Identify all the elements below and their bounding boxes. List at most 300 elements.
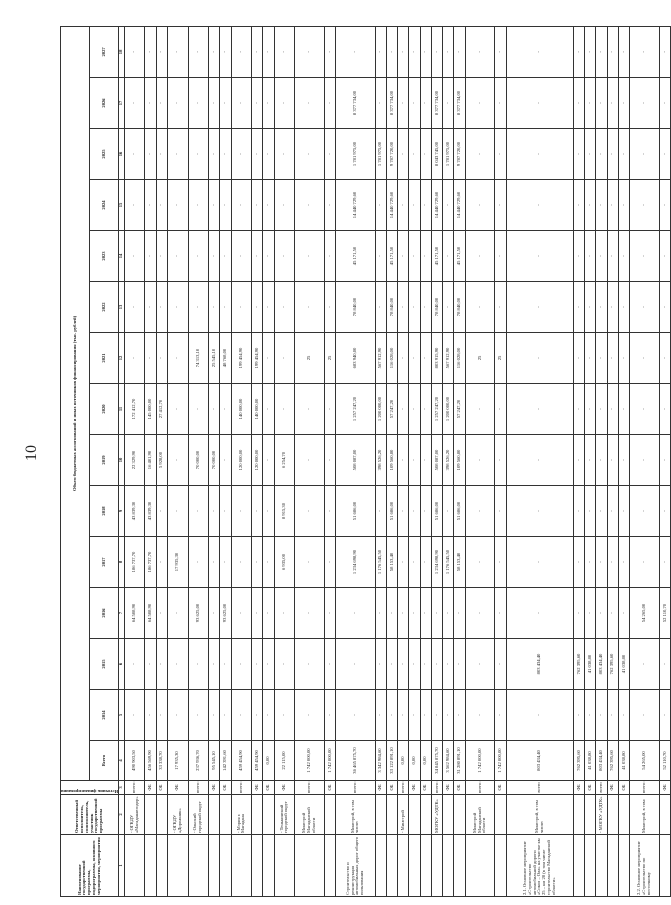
- cell-value: -: [209, 26, 220, 77]
- cell-value: -: [124, 129, 145, 180]
- header-column-number: 12: [119, 333, 125, 384]
- cell-value: -: [274, 282, 295, 333]
- cell-value: 8 043 745,00: [431, 129, 442, 180]
- cell-value: 64 508,90: [124, 588, 145, 639]
- cell-value: -: [465, 486, 495, 537]
- cell-value: -: [145, 333, 156, 384]
- cell-value: -: [145, 26, 156, 77]
- header-year: 2020: [90, 384, 119, 435]
- cell-value: -: [630, 282, 660, 333]
- cell-value: 1 234 698,90: [431, 537, 442, 588]
- cell-name: [618, 835, 629, 897]
- header-year: 2018: [90, 486, 119, 537]
- cell-name: [252, 835, 263, 897]
- cell-responsible: Минстрой Магаданской области: [295, 795, 325, 835]
- cell-value: -: [231, 180, 252, 231]
- cell-value: -: [573, 690, 584, 741]
- cell-value: -: [443, 282, 454, 333]
- cell-value: 17 935,30: [167, 537, 188, 588]
- cell-value: 1 176 545,50: [443, 537, 454, 588]
- cell-value: -: [607, 690, 618, 741]
- cell-value: 41 038,80: [618, 639, 629, 690]
- cell-value: -: [209, 588, 220, 639]
- cell-value: -: [431, 588, 442, 639]
- cell-value: -: [252, 78, 263, 129]
- cell-value: 6 935,00: [274, 537, 295, 588]
- cell-value: 803 434,40: [506, 639, 573, 690]
- cell-value: -: [252, 282, 263, 333]
- cell-value: 51 686,00: [336, 486, 375, 537]
- header-year: 2025: [90, 129, 119, 180]
- table-row: [596, 26, 607, 896]
- cell-source: ФБ: [209, 781, 220, 795]
- header-year: 2023: [90, 231, 119, 282]
- cell-value: -: [375, 690, 386, 741]
- header-year: 2027: [90, 26, 119, 77]
- cell-value: -: [220, 26, 231, 77]
- table-row: [295, 26, 325, 896]
- cell-value: -: [156, 78, 167, 129]
- cell-value: 43 839,30: [124, 486, 145, 537]
- cell-value: -: [263, 282, 274, 333]
- cell-value: -: [618, 588, 629, 639]
- cell-value: -: [659, 384, 670, 435]
- cell-value: -: [443, 690, 454, 741]
- cell-value: -: [167, 588, 188, 639]
- cell-value: -: [506, 486, 573, 537]
- cell-responsible: МОГКУ «УДТК»: [431, 795, 442, 835]
- header-volume: Объем бюджетных ассигнований и иных источников финансирования (тыс. рублей): [61, 26, 90, 780]
- cell-value: -: [124, 231, 145, 282]
- cell-value: -: [156, 588, 167, 639]
- cell-value: -: [156, 537, 167, 588]
- cell-value: 120 000,00: [252, 435, 263, 486]
- cell-value: -: [659, 180, 670, 231]
- cell-value: -: [607, 384, 618, 435]
- cell-value: -: [465, 435, 495, 486]
- cell-name: [465, 835, 495, 897]
- cell-value: -: [659, 26, 670, 77]
- cell-value: -: [409, 537, 420, 588]
- cell-value: 508 087,00: [336, 435, 375, 486]
- cell-value: -: [506, 384, 573, 435]
- cell-responsible: [325, 795, 336, 835]
- cell-value: -: [188, 690, 209, 741]
- cell-value: -: [420, 231, 431, 282]
- cell-value: -: [585, 78, 596, 129]
- cell-source: ФБ: [443, 781, 454, 795]
- cell-value: 120 000,00: [231, 435, 252, 486]
- table-row: [409, 26, 420, 896]
- cell-value: -: [618, 435, 629, 486]
- cell-value: -: [431, 26, 442, 77]
- cell-value: -: [375, 78, 386, 129]
- cell-value: -: [274, 333, 295, 384]
- header-column-number: 3: [119, 781, 125, 795]
- cell-value: -: [295, 588, 325, 639]
- cell-value: -: [124, 333, 145, 384]
- cell-value: 33 338,70: [156, 741, 167, 781]
- cell-value: 0,00: [420, 741, 431, 781]
- cell-value: -: [231, 78, 252, 129]
- cell-value: -: [274, 384, 295, 435]
- cell-value: 803 434,40: [596, 639, 607, 690]
- cell-value: -: [375, 486, 386, 537]
- cell-value: 51 686,00: [431, 486, 442, 537]
- cell-source: всего:: [124, 781, 145, 795]
- cell-value: 172 412,70: [124, 384, 145, 435]
- cell-value: -: [167, 78, 188, 129]
- cell-value: -: [274, 129, 295, 180]
- cell-value: -: [145, 129, 156, 180]
- cell-value: 803 915,90: [431, 333, 442, 384]
- cell-value: -: [231, 26, 252, 77]
- cell-value: -: [596, 180, 607, 231]
- cell-value: -: [124, 282, 145, 333]
- cell-value: -: [263, 537, 274, 588]
- cell-value: -: [618, 231, 629, 282]
- cell-value: -: [220, 690, 231, 741]
- cell-value: 8 377 734,00: [336, 78, 375, 129]
- cell-name: [585, 835, 596, 897]
- header-year: 2019: [90, 435, 119, 486]
- cell-value: -: [506, 282, 573, 333]
- cell-value: -: [231, 588, 252, 639]
- cell-value: -: [188, 384, 209, 435]
- cell-value: -: [607, 537, 618, 588]
- cell-value: -: [420, 435, 431, 486]
- cell-value: -: [630, 180, 660, 231]
- cell-value: -: [156, 486, 167, 537]
- cell-value: -: [263, 180, 274, 231]
- cell-value: 51 686,00: [386, 486, 397, 537]
- cell-value: -: [252, 588, 263, 639]
- cell-value: -: [124, 180, 145, 231]
- cell-source: ФБ: [375, 781, 386, 795]
- cell-value: 142 391,60: [220, 741, 231, 781]
- cell-value: -: [325, 78, 336, 129]
- cell-value: -: [398, 690, 409, 741]
- cell-value: -: [398, 282, 409, 333]
- cell-value: 9 787 720,00: [454, 129, 465, 180]
- cell-value: -: [209, 78, 220, 129]
- cell-value: -: [325, 486, 336, 537]
- cell-value: -: [409, 26, 420, 77]
- cell-value: -: [607, 282, 618, 333]
- cell-name: [398, 835, 409, 897]
- cell-responsible: Минстрой, в том:: [630, 795, 660, 835]
- table-row: [573, 26, 584, 896]
- cell-value: -: [573, 384, 584, 435]
- header-year: 2014: [90, 690, 119, 741]
- cell-name: 2.2. Основное мероприятие «Строительство по восточному: [630, 835, 660, 897]
- cell-value: 8 377 734,00: [386, 78, 397, 129]
- header-column-number: 1: [119, 835, 125, 897]
- cell-value: -: [573, 588, 584, 639]
- cell-name: [145, 835, 156, 897]
- cell-responsible: [145, 795, 156, 835]
- cell-value: -: [156, 180, 167, 231]
- cell-value: 1 742 000,00: [295, 741, 325, 781]
- cell-value: -: [607, 588, 618, 639]
- cell-value: -: [220, 435, 231, 486]
- cell-value: -: [409, 129, 420, 180]
- header-year: 2026: [90, 78, 119, 129]
- cell-value: 1 200 000,00: [375, 384, 386, 435]
- cell-value: -: [124, 78, 145, 129]
- cell-value: -: [659, 282, 670, 333]
- cell-value: -: [585, 231, 596, 282]
- cell-value: 186 737,70: [145, 537, 156, 588]
- cell-value: 762 395,60: [607, 741, 618, 781]
- cell-value: -: [630, 690, 660, 741]
- cell-value: -: [465, 78, 495, 129]
- cell-value: -: [295, 282, 325, 333]
- cell-value: 74 313,10: [188, 333, 209, 384]
- cell-value: -: [167, 639, 188, 690]
- cell-source: ОБ: [263, 781, 274, 795]
- table-row: [420, 26, 431, 896]
- cell-name: [409, 835, 420, 897]
- cell-value: -: [209, 486, 220, 537]
- cell-value: 78 840,00: [386, 282, 397, 333]
- cell-value: -: [375, 588, 386, 639]
- header-column-number: 7: [119, 588, 125, 639]
- cell-value: -: [495, 435, 506, 486]
- cell-source: всего:: [398, 781, 409, 795]
- cell-source: всего: [596, 781, 607, 795]
- cell-value: -: [659, 78, 670, 129]
- cell-value: -: [231, 537, 252, 588]
- cell-value: -: [618, 486, 629, 537]
- cell-value: -: [420, 384, 431, 435]
- cell-name: [188, 835, 209, 897]
- cell-value: -: [443, 231, 454, 282]
- cell-responsible: - Ольский городской округ: [188, 795, 209, 835]
- cell-value: 25: [295, 333, 325, 384]
- cell-source: ОБ: [325, 781, 336, 795]
- cell-value: -: [607, 333, 618, 384]
- cell-value: -: [443, 588, 454, 639]
- cell-value: 95 545,10: [209, 741, 220, 781]
- header-years: [90, 26, 119, 896]
- cell-value: 8 377 734,00: [454, 78, 465, 129]
- cell-value: -: [325, 180, 336, 231]
- cell-value: 33 122 891,10: [386, 741, 397, 781]
- cell-value: -: [585, 537, 596, 588]
- cell-value: -: [618, 384, 629, 435]
- cell-value: 1 742 000,00: [465, 741, 495, 781]
- cell-value: -: [252, 26, 263, 77]
- header-name: Наименование государственной программы, подпрограммы, основного мероприятия, мероприятия: [61, 835, 119, 897]
- cell-value: 1 742 000,00: [325, 741, 336, 781]
- cell-value: -: [188, 486, 209, 537]
- cell-value: -: [607, 26, 618, 77]
- table-row: [398, 26, 409, 896]
- table-row: [431, 26, 442, 896]
- cell-value: 1 781 975,00: [375, 129, 386, 180]
- cell-value: -: [231, 486, 252, 537]
- cell-value: -: [495, 180, 506, 231]
- cell-value: -: [659, 333, 670, 384]
- table-row: [495, 26, 506, 896]
- cell-value: -: [156, 333, 167, 384]
- table-header: [61, 26, 125, 896]
- cell-source: всего: [506, 781, 573, 795]
- cell-value: -: [209, 384, 220, 435]
- cell-source: всего:: [188, 781, 209, 795]
- cell-value: -: [188, 537, 209, 588]
- cell-value: -: [167, 435, 188, 486]
- cell-value: -: [506, 129, 573, 180]
- cell-value: -: [506, 231, 573, 282]
- cell-value: -: [465, 537, 495, 588]
- cell-value: -: [398, 231, 409, 282]
- header-column-number: 2: [119, 795, 125, 835]
- cell-value: 93 625,00: [220, 588, 231, 639]
- table-row: [231, 26, 252, 896]
- cell-value: -: [263, 690, 274, 741]
- cell-responsible: [607, 795, 618, 835]
- cell-value: -: [220, 231, 231, 282]
- cell-value: -: [124, 639, 145, 690]
- cell-value: -: [336, 26, 375, 77]
- table-row: [124, 26, 145, 896]
- cell-value: -: [274, 639, 295, 690]
- financing-table: [60, 26, 671, 897]
- cell-value: -: [295, 384, 325, 435]
- cell-value: -: [252, 690, 263, 741]
- cell-value: -: [618, 690, 629, 741]
- cell-source: всего:: [431, 781, 442, 795]
- cell-value: 27 412,70: [156, 384, 167, 435]
- cell-responsible: - Тенькинский городской округ: [274, 795, 295, 835]
- cell-value: -: [145, 282, 156, 333]
- cell-responsible: [209, 795, 220, 835]
- cell-value: -: [325, 639, 336, 690]
- cell-value: 3 562 984,60: [443, 741, 454, 781]
- cell-value: -: [465, 129, 495, 180]
- cell-value: -: [495, 78, 506, 129]
- cell-name: [375, 835, 386, 897]
- cell-value: -: [495, 129, 506, 180]
- cell-name: [443, 835, 454, 897]
- table-row: [274, 26, 295, 896]
- cell-value: -: [618, 129, 629, 180]
- cell-value: -: [231, 231, 252, 282]
- cell-name: [596, 835, 607, 897]
- header-year: 2015: [90, 639, 119, 690]
- cell-value: 45 171,50: [386, 231, 397, 282]
- cell-value: -: [167, 26, 188, 77]
- cell-value: 16 401,90: [145, 435, 156, 486]
- cell-value: -: [167, 384, 188, 435]
- cell-value: -: [188, 282, 209, 333]
- cell-value: -: [274, 231, 295, 282]
- cell-value: 25: [495, 333, 506, 384]
- cell-value: -: [465, 180, 495, 231]
- cell-source: ОБ: [156, 781, 167, 795]
- cell-value: -: [252, 129, 263, 180]
- cell-name: [495, 835, 506, 897]
- cell-name: [659, 835, 670, 897]
- header-column-number: 10: [119, 435, 125, 486]
- cell-name: [156, 835, 167, 897]
- cell-value: -: [145, 78, 156, 129]
- cell-value: 36 465 875,70: [336, 741, 375, 781]
- cell-value: -: [167, 333, 188, 384]
- cell-value: -: [420, 333, 431, 384]
- cell-value: 398 526,20: [375, 435, 386, 486]
- cell-value: 508 087,00: [431, 435, 442, 486]
- table-row: [386, 26, 397, 896]
- cell-value: -: [263, 333, 274, 384]
- cell-value: -: [156, 129, 167, 180]
- cell-value: -: [295, 435, 325, 486]
- cell-value: 803 434,40: [506, 741, 573, 781]
- cell-value: 0,00: [263, 741, 274, 781]
- cell-value: 22 115,00: [274, 741, 295, 781]
- cell-value: -: [443, 639, 454, 690]
- cell-value: -: [409, 180, 420, 231]
- cell-name: [263, 835, 274, 897]
- header-year: 2024: [90, 180, 119, 231]
- table-row: [336, 26, 375, 896]
- cell-source: ФБ: [145, 781, 156, 795]
- cell-value: -: [506, 690, 573, 741]
- cell-value: -: [375, 26, 386, 77]
- cell-value: -: [209, 180, 220, 231]
- cell-value: 57 247,20: [454, 384, 465, 435]
- cell-value: -: [167, 231, 188, 282]
- cell-value: -: [596, 282, 607, 333]
- cell-value: 78 840,00: [454, 282, 465, 333]
- cell-value: -: [325, 129, 336, 180]
- header-year: 2016: [90, 588, 119, 639]
- cell-value: -: [209, 537, 220, 588]
- cell-source: ФБ: [167, 781, 188, 795]
- cell-value: 1 781 975,00: [336, 129, 375, 180]
- cell-value: -: [454, 690, 465, 741]
- cell-value: -: [398, 180, 409, 231]
- cell-value: -: [596, 537, 607, 588]
- cell-responsible: - МОГКУ «УДТК»: [596, 795, 607, 835]
- cell-value: -: [325, 537, 336, 588]
- cell-value: -: [209, 129, 220, 180]
- cell-value: -: [659, 486, 670, 537]
- cell-value: 78 840,00: [336, 282, 375, 333]
- cell-value: 43 839,30: [145, 486, 156, 537]
- cell-value: -: [585, 435, 596, 486]
- cell-value: -: [124, 26, 145, 77]
- cell-value: -: [386, 26, 397, 77]
- cell-source: ОБ: [386, 781, 397, 795]
- cell-value: -: [573, 129, 584, 180]
- cell-value: -: [375, 639, 386, 690]
- cell-value: -: [188, 231, 209, 282]
- cell-source: всего:: [465, 781, 495, 795]
- cell-value: -: [495, 384, 506, 435]
- table-row: [325, 26, 336, 896]
- cell-value: -: [573, 537, 584, 588]
- cell-value: -: [220, 78, 231, 129]
- cell-value: -: [506, 78, 573, 129]
- cell-value: -: [506, 537, 573, 588]
- cell-value: -: [431, 690, 442, 741]
- table-row: [454, 26, 465, 896]
- cell-name: [386, 835, 397, 897]
- cell-value: -: [231, 639, 252, 690]
